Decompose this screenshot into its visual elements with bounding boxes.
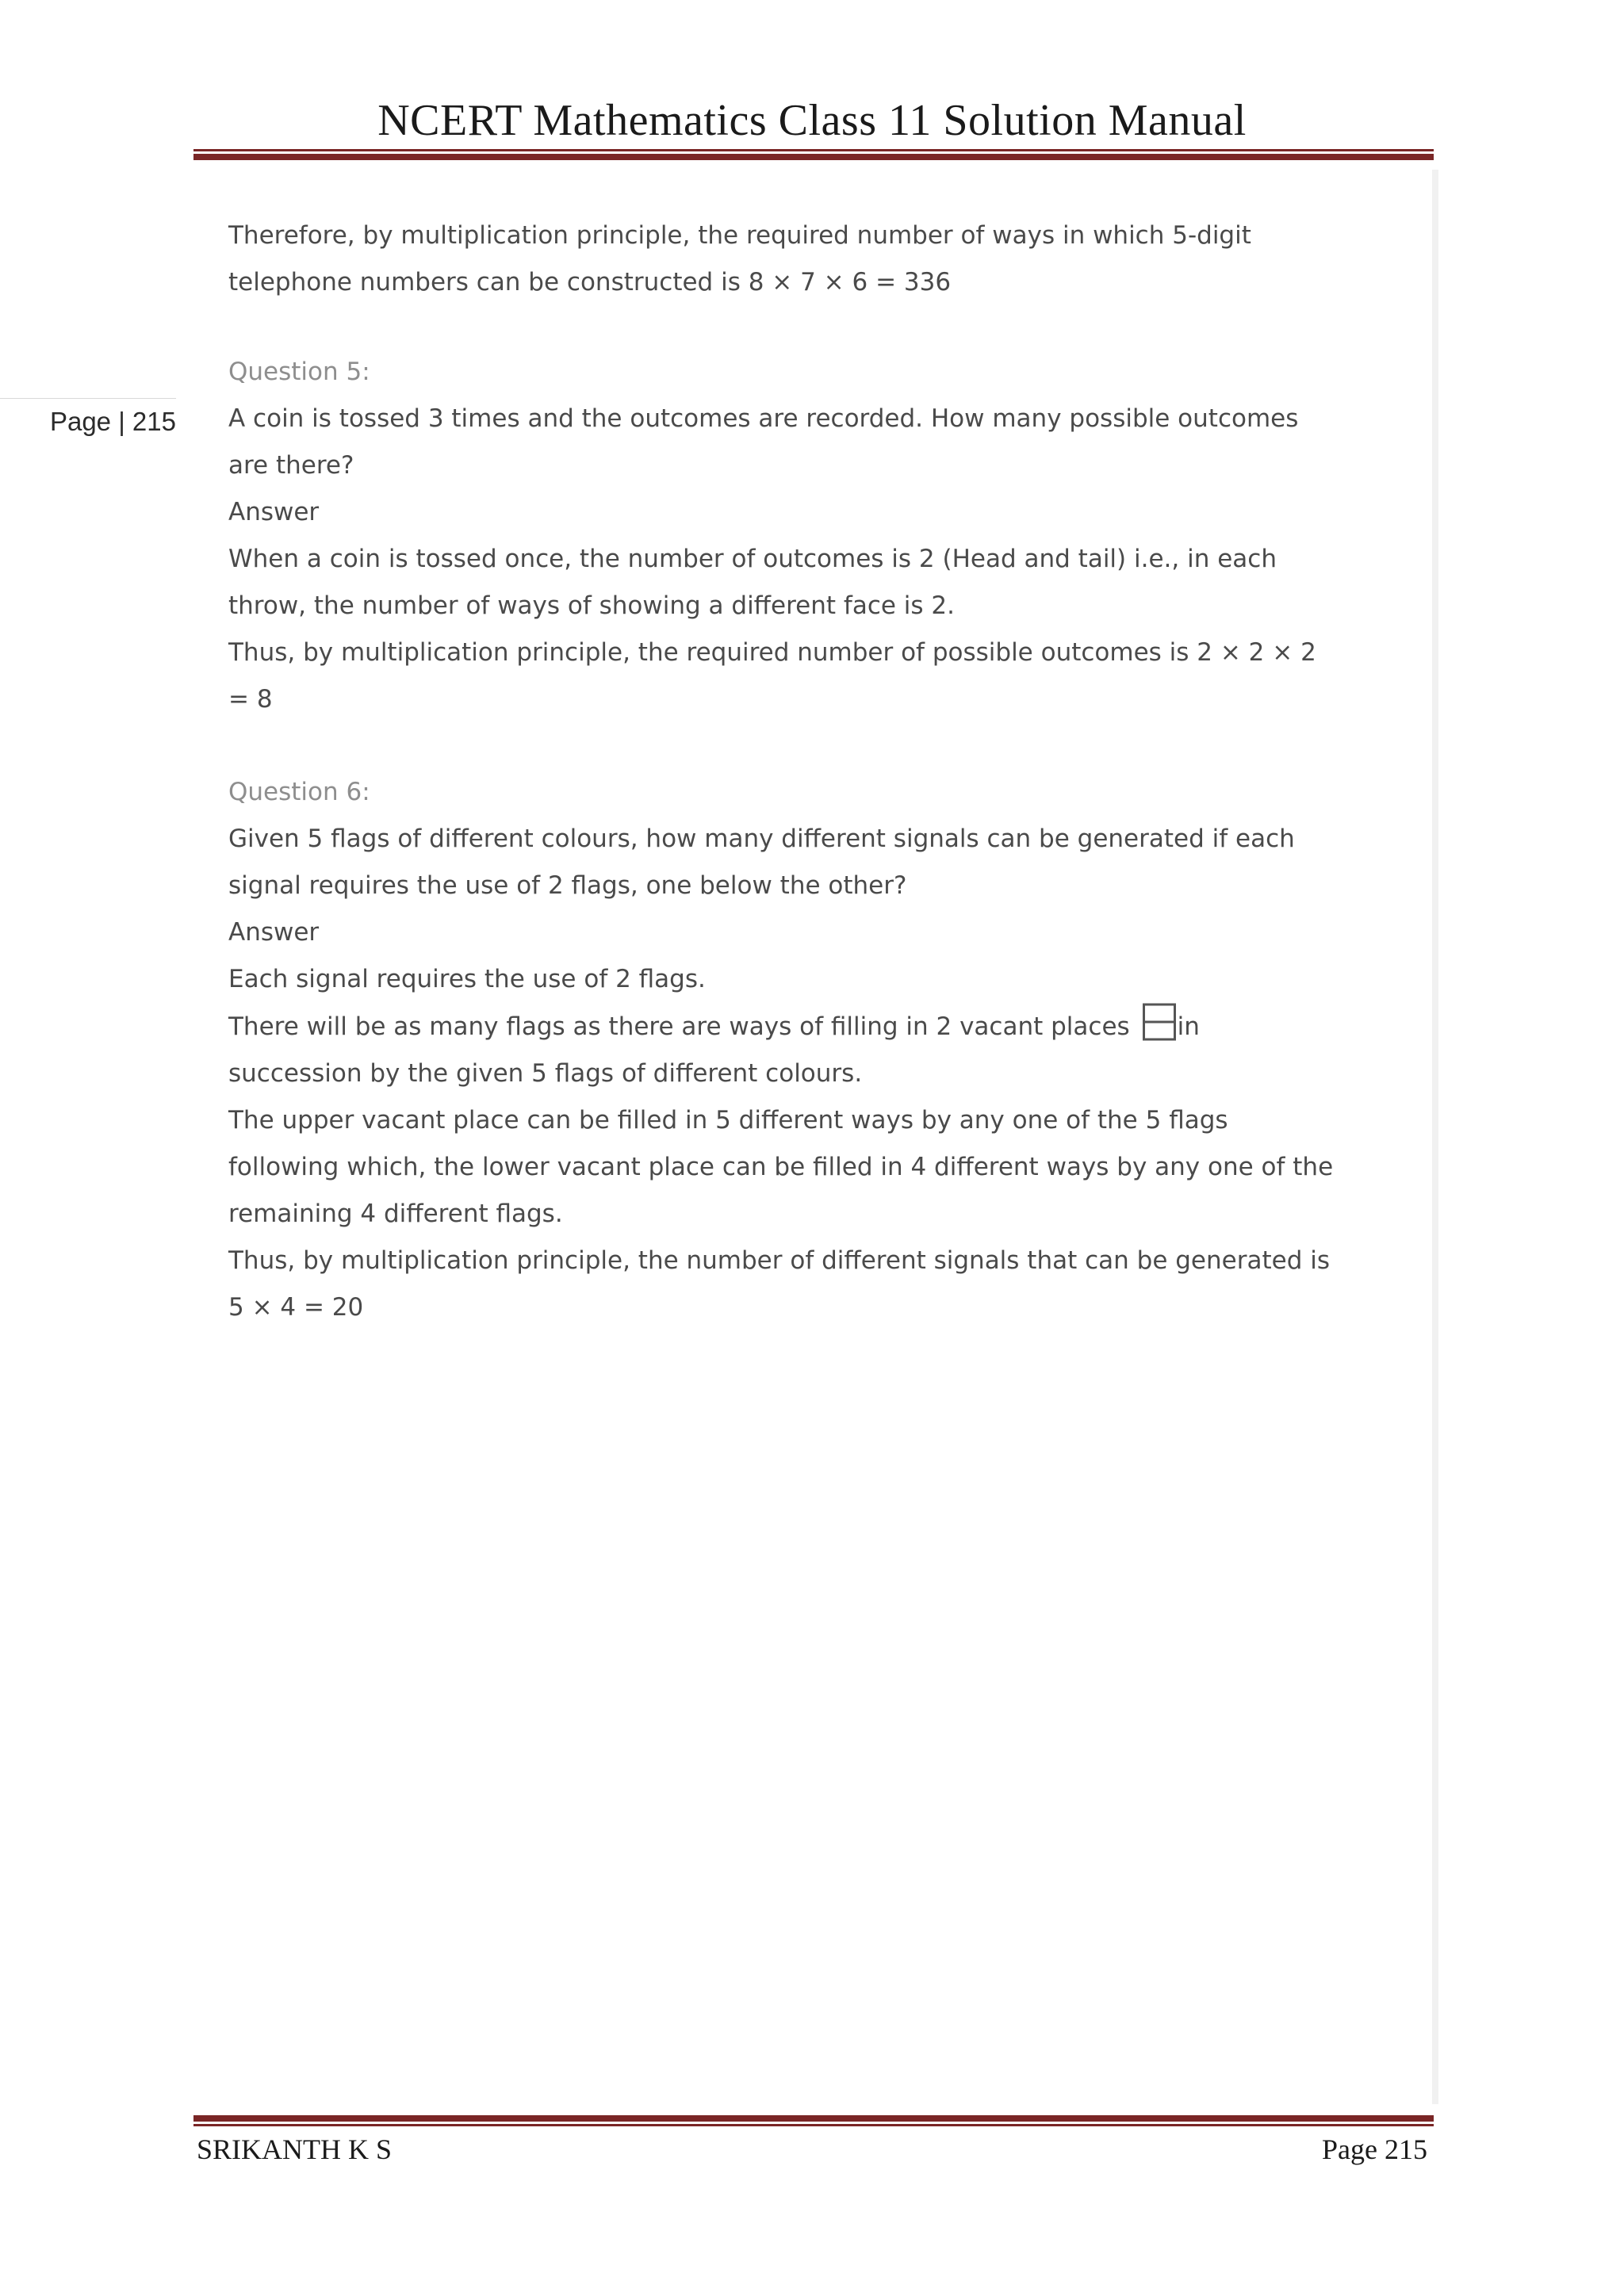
spacer bbox=[228, 723, 1402, 769]
question-5-heading: Question 5: bbox=[228, 358, 370, 386]
footer-rule bbox=[193, 2115, 1434, 2128]
answer-line: = 8 bbox=[228, 685, 273, 714]
scan-edge-shade bbox=[1432, 170, 1438, 2104]
question-6-text: Given 5 flags of different colours, how many different signals can be generated if each bbox=[228, 825, 1295, 853]
side-page-number: Page | 215 bbox=[0, 398, 176, 437]
answer-line-text: in bbox=[1177, 1012, 1200, 1041]
intro-line: telephone numbers can be constructed is 8 × 7 × 6 = 336 bbox=[228, 268, 952, 297]
footer-author: SRIKANTH K S bbox=[197, 2133, 393, 2165]
answer-line-with-figure bbox=[228, 1003, 1402, 1050]
question-6-heading: Question 6: bbox=[228, 778, 370, 806]
answer-line-text: There will be as many flags as there are ways of filling in 2 vacant places bbox=[228, 1012, 1130, 1041]
header-rule-thin bbox=[193, 149, 1434, 151]
answer-line: The upper vacant place can be filled in 5 different ways by any one of the 5 flags bbox=[228, 1106, 1228, 1135]
document-body bbox=[228, 212, 1402, 1331]
footer-page-number: Page 215 bbox=[1322, 2133, 1427, 2165]
header-rule-thick bbox=[193, 154, 1434, 160]
header-rule bbox=[193, 149, 1434, 162]
vacant-places-box-icon bbox=[1143, 1003, 1176, 1044]
page-header-title: NCERT Mathematics Class 11 Solution Manual bbox=[377, 96, 1247, 145]
answer-line: When a coin is tossed once, the number of outcomes is 2 (Head and tail) i.e., in each bbox=[228, 545, 1277, 573]
footer-rule-thin bbox=[193, 2124, 1434, 2126]
answer-line: succession by the given 5 flags of different colours. bbox=[228, 1059, 863, 1088]
answer-label: Answer bbox=[228, 498, 320, 526]
question-5-text: A coin is tossed 3 times and the outcomes are recorded. How many possible outcomes bbox=[228, 404, 1299, 433]
answer-line: Thus, by multiplication principle, the number of different signals that can be generated is bbox=[228, 1246, 1330, 1275]
intro-line: Therefore, by multiplication principle, the required number of ways in which 5-digit bbox=[228, 221, 1251, 250]
answer-line: following which, the lower vacant place can be filled in 4 different ways by any one of the bbox=[228, 1153, 1334, 1181]
answer-label: Answer bbox=[228, 918, 320, 947]
answer-line: remaining 4 different flags. bbox=[228, 1200, 563, 1228]
answer-line: 5 × 4 = 20 bbox=[228, 1293, 364, 1322]
answer-line: Thus, by multiplication principle, the required number of possible outcomes is 2 × 2 × 2 bbox=[228, 638, 1316, 667]
answer-line: Each signal requires the use of 2 flags. bbox=[228, 965, 706, 993]
question-6-text: signal requires the use of 2 flags, one below the other? bbox=[228, 871, 907, 900]
spacer bbox=[228, 306, 1402, 349]
question-5-text: are there? bbox=[228, 451, 354, 480]
footer-rule-thick bbox=[193, 2115, 1434, 2122]
answer-line: throw, the number of ways of showing a different face is 2. bbox=[228, 591, 955, 620]
